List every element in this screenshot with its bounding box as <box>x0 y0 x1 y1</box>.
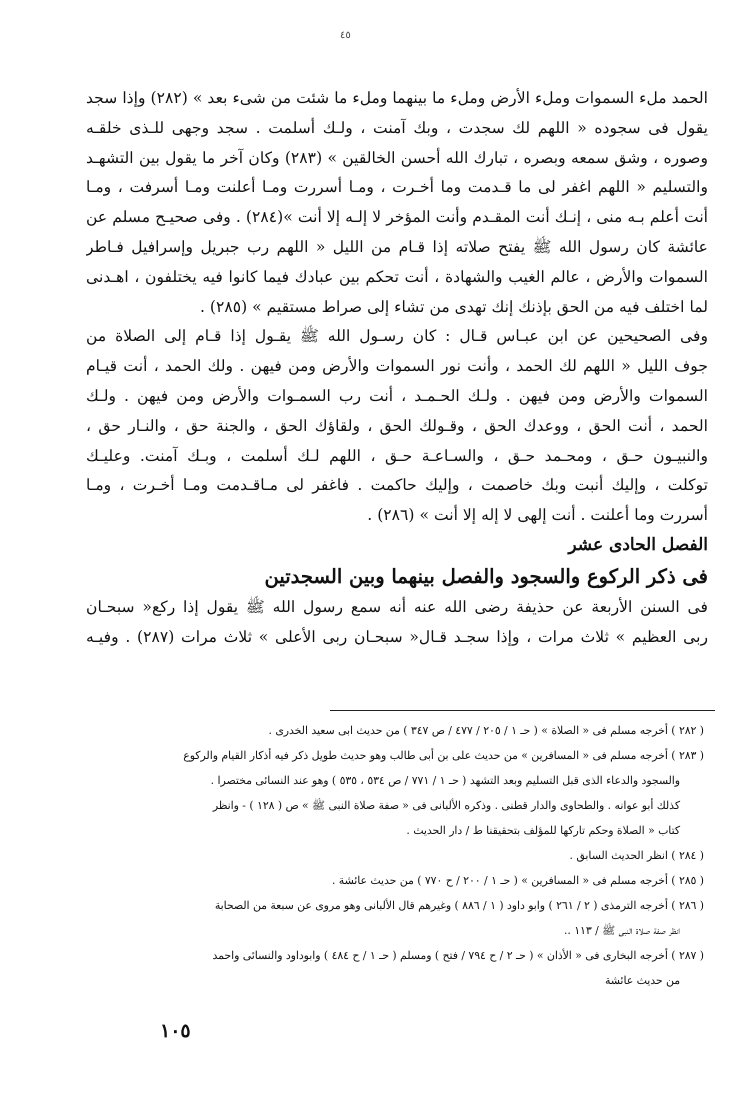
footnote-line: ( ٢٨٢ ) أخرجه مسلم فى « الصلاة » ( حـ ١ / ٢٠٥ / ٤٧٧ / ص ٣٤٧ ) من حديث ابى سعيد الخدرى . <box>268 724 704 737</box>
paragraph-1 <box>86 84 708 322</box>
text-line: فى السنن الأربعة عن حذيفة رضى الله عنه أنه سمع رسول الله ﷺ يقول إذا ركع« سبحـان <box>86 597 708 616</box>
text-line: أنت أعلم بـه منى ، إنـك أنت المقـدم وأنت المؤخر لا إلـه إلا أنت »(٢٨٤) . وفى صحيـح مسلم عن <box>86 208 708 227</box>
text-line: السموات والأرض ومن فيهن . ولـك الحـمـد ، أنت رب السمـوات والأرض ومن فيهن . ولـك <box>86 386 708 405</box>
text-line: وصوره ، وشق سمعه وبصره ، تبارك الله أحسن الخالقين » (٢٨٣) وكان آخر ما يقول بين التشهـد <box>86 148 708 167</box>
text-line: الحمد ملء السموات وملء الأرض وملء ما بينهما وملء ما شئت من شىء بعد » (٢٨٢) وإذا سجد <box>86 89 708 107</box>
footnote-line: والسجود والدعاء الذى قبل التسليم وبعد التشهد ( حـ ١ / ٧٧١ / ص ٥٣٤ ، ٥٣٥ ) وهو عند النسائى مختصرا . <box>210 774 680 787</box>
footnote-line: كذلك أبو عوانه . والطحاوى والدار قطنى . وذكره الألبانى فى « صفة صلاة النبى ﷺ » ص ( ١٢٨ ) - وانظر <box>212 799 680 812</box>
footnote-line: ( ٢٨٦ ) أخرجه الترمذى ( ٢ / ٢٦١ ) وابو داود ( ١ / ٨٨٦ ) وغيرهم قال الألبانى وهو مروى عن سبعة من الصحابة <box>214 899 704 912</box>
footnote-line: ( ٢٨٤ ) انظر الحديث السابق . <box>569 849 704 862</box>
text-line: يقول فى سجوده « اللهم لك سجدت ، وبك آمنت ، ولـك أسلمت . سجد وجهى للـذى خلقـه <box>86 118 708 137</box>
text-line: وفى الصحيحين عن ابن عبـاس قـال : كان رسـول الله ﷺ يقـول إذا قـام إلى الصلاة من <box>86 327 708 346</box>
text-line: الحمد ، أنت الحق ، ووعدك الحق ، وقـولك الحق ، ولقاؤك الحق ، والجنة حق ، والنـار حق ، <box>86 416 708 435</box>
text-line: والتسليم « اللهم اغفر لى ما قـدمت وما أخـرت ، ومـا أسررت ومـا أعلنت ومـا أسرفت ، ومـا <box>86 178 708 197</box>
top-mark: ٤٥ <box>340 30 351 41</box>
paragraph-3 <box>86 593 708 653</box>
text-line: توكلت ، وإليك أنبت وبك خاصمت ، وإليك حاكمت . فاغفر لى مـاقـدمت ومـا أخـرت ، ومـا <box>86 476 708 495</box>
footnote-line: كتاب « الصلاة وحكم تاركها للمؤلف بتحقيقنا ط / دار الحديث . <box>406 824 680 837</box>
text-line: أسررت وما أعلنت . أنت إلهى لا إله إلا أنت » (٢٨٦) . <box>367 506 708 525</box>
page-number: ١٠٥ <box>160 1020 191 1042</box>
footnote-line: ( ٢٨٣ ) أخرجه مسلم فى « المسافرين » من حديث على بن أبى طالب وهو حديث طويل ذكر فيه أذكار القيام والركوع <box>183 749 704 762</box>
text-line: والنبيـون حـق ، ومحـمد حـق ، والسـاعـة حـق ، اللهم لـك أسلمت ، وبـك آمنت. وعليـك <box>86 446 708 465</box>
text-line: ربى العظيم » ثلاث مرات ، وإذا سجـد قـال« سبحـان ربى الأعلى » ثلاث مرات (٢٨٧) . وفيـه <box>86 627 708 646</box>
text-line: السموات والأرض ، عالم الغيب والشهادة ، أنت تحكم بين عبادك فيما كانوا فيه يختلفون ، اهـدنى <box>86 267 708 286</box>
text-line: عائشة كان رسول الله ﷺ يفتح صلاته إذا قـام من الليل « اللهم رب جبريل وإسرافيل فـاطر <box>86 237 708 256</box>
chapter-title: الفصل الحادى عشر <box>568 534 708 555</box>
main-text <box>86 84 708 653</box>
footnote-line: ( ٢٨٧ ) أخرجه البخارى فى « الأذان » ( حـ ٢ / ح ٧٩٤ / فتح ) ومسلم ( حـ ١ / ح ٤٨٤ ) وابوداود والنسائى واحمد <box>212 949 704 962</box>
paragraph-2 <box>86 322 708 531</box>
chapter-subtitle: فى ذكر الركوع والسجود والفصل بينهما وبين السجدتين <box>264 564 708 588</box>
text-line: جوف الليل « اللهم لك الحمد ، وأنت نور السموات والأرض ومن فيهن . ولك الحمد ، أنت قيـام <box>86 357 708 376</box>
footnote-line: ( ٢٨٥ ) أخرجه مسلم فى « المسافرين » ( حـ ١ / ٢٠٠ / ح ٧٧٠ ) من حديث عائشة . <box>331 874 704 887</box>
footnote-line: انظر صفة صلاة النبى ﷺ / ١١٣ .. <box>563 924 680 937</box>
footnote-divider <box>330 710 715 711</box>
footnote-line: من حديث عائشة <box>605 974 680 987</box>
footnotes <box>84 718 704 993</box>
text-line: لما اختلف فيه من الحق بإذنك إنك تهدى من تشاء إلى صراط مستقيم » (٢٨٥) . <box>200 297 708 316</box>
